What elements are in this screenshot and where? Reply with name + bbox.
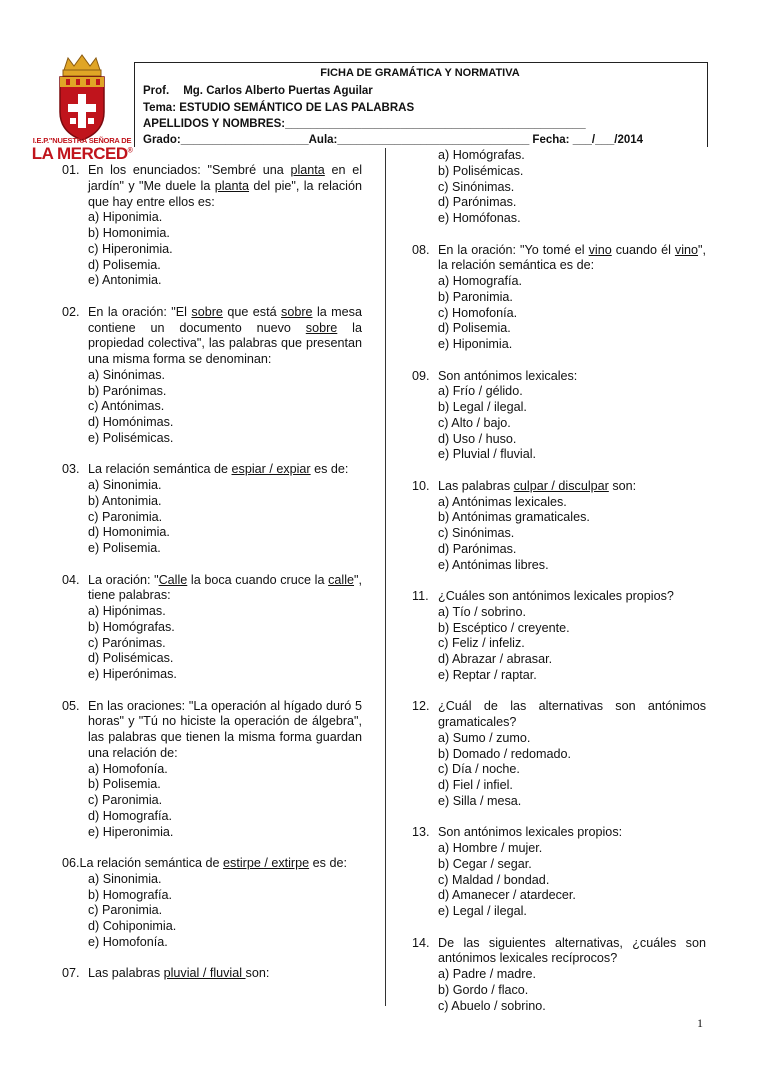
question-text-segment: ", la relación semántica es de:	[438, 242, 706, 273]
question-text-segment: son:	[245, 966, 270, 981]
question-stem	[62, 462, 362, 478]
question-stem	[62, 163, 362, 210]
question-text-segment: La oración: "	[88, 572, 159, 587]
answer-option[interactable]: a) Hiponimia.	[88, 210, 163, 225]
question-text	[88, 163, 362, 210]
question-text-segment: es de:	[310, 462, 349, 477]
question-text-segment: la propiedad colectiva", las palabras que presentan una misma forma se denominan:	[88, 320, 362, 366]
answer-option[interactable]: b) Cegar / segar.	[438, 856, 532, 871]
question-text	[80, 856, 362, 872]
question-number: 09.	[412, 368, 430, 383]
answer-option[interactable]: b) Homografía.	[88, 887, 172, 902]
question-14	[412, 936, 706, 1015]
answer-option[interactable]: e) Pluvial / fluvial.	[438, 447, 536, 462]
answer-option[interactable]: a) Tío / sobrino.	[438, 604, 526, 619]
question-stem	[412, 243, 706, 275]
grade-class-date-field: Grado:____________________Aula:______________________________ Fecha: ___/___/2014	[143, 134, 644, 146]
question-text-segment: la boca cuando cruce la	[187, 572, 329, 587]
question-text-segment: En la oración: "Yo tomé el	[438, 242, 589, 257]
question-number: 14.	[412, 935, 430, 950]
question-08	[412, 243, 706, 353]
answer-option[interactable]: d) Uso / huso.	[438, 431, 517, 446]
underlined-word: Calle	[158, 572, 188, 587]
underlined-word: estirpe / extirpe	[223, 856, 310, 870]
answer-option[interactable]: e) Polisémicas.	[88, 430, 174, 445]
answer-option[interactable]: d) Polisemia.	[88, 257, 161, 272]
question-number: 07.	[62, 966, 80, 981]
question-text-segment: En las oraciones: "La operación al hígado duró 5 horas" y "Tú no hiciste la operación de álgebra", las palabras que tienen la misma forma guardan una relación de:	[88, 698, 362, 760]
question-stem	[412, 825, 706, 841]
answer-option[interactable]: d) Polisémicas.	[88, 651, 174, 666]
question-text	[438, 936, 706, 968]
answer-option[interactable]: d) Polisemia.	[438, 321, 511, 336]
question-text	[88, 573, 362, 605]
underlined-word: vino	[588, 242, 612, 257]
question-text	[438, 369, 706, 385]
question-text-segment: Las palabras	[88, 966, 164, 981]
question-12	[412, 699, 706, 809]
question-13	[412, 825, 706, 920]
answer-option[interactable]: c) Alto / bajo.	[438, 415, 511, 430]
question-text	[438, 699, 706, 731]
answer-option[interactable]: e) Antonimia.	[88, 273, 162, 288]
question-number: 13.	[412, 825, 430, 840]
answer-option[interactable]: c) Homofonía.	[438, 305, 518, 320]
underlined-word: pluvial / fluvial	[163, 966, 246, 981]
question-text-segment: ¿Cuáles son antónimos lexicales propios?	[438, 589, 674, 603]
answer-option[interactable]: e) Hiperonimia.	[88, 824, 174, 839]
answer-option[interactable]: b) Escéptico / creyente.	[438, 620, 570, 635]
question-01	[62, 163, 362, 289]
question-number: 08.	[412, 242, 430, 257]
name-field: APELLIDOS Y NOMBRES:_______________________________________________	[143, 118, 586, 130]
answer-option[interactable]: a) Padre / madre.	[438, 967, 536, 981]
answer-option[interactable]: d) Homonimia.	[88, 525, 170, 540]
answer-option[interactable]: b) Gordo / flaco.	[438, 982, 529, 997]
question-05	[62, 699, 362, 841]
answer-option[interactable]: a) Sinónimas.	[88, 367, 165, 382]
question-text-segment: La relación semántica de	[79, 856, 224, 870]
answer-option[interactable]: b) Legal / ilegal.	[438, 400, 527, 414]
worksheet-title: FICHA DE GRAMÁTICA Y NORMATIVA	[320, 67, 520, 79]
answer-option[interactable]: a) Homógrafas.	[438, 148, 525, 162]
answer-option[interactable]: a) Hombre / mujer.	[438, 841, 543, 855]
question-stem	[62, 699, 362, 762]
question-text-segment: En la oración: "El	[88, 304, 192, 319]
answer-option[interactable]: b) Paronimia.	[438, 289, 513, 304]
answer-option[interactable]: e) Homófonas.	[438, 211, 521, 225]
answer-option[interactable]: a) Sinonimia.	[88, 478, 162, 492]
answer-option[interactable]: e) Reptar / raptar.	[438, 667, 537, 682]
answer-option[interactable]: e) Polisemia.	[88, 541, 161, 555]
school-name-big: LA MERCED®	[31, 144, 133, 163]
answer-option[interactable]: b) Domado / redomado.	[438, 746, 572, 761]
question-text-segment: De las siguientes alternativas, ¿cuáles son antónimos lexicales recíprocos?	[438, 935, 706, 966]
question-stem	[412, 936, 706, 968]
answer-option[interactable]: c) Sinónimas.	[438, 179, 515, 194]
answer-option[interactable]: b) Homógrafas.	[88, 619, 175, 634]
page-number: 1	[697, 1016, 703, 1030]
question-stem	[62, 305, 362, 368]
underlined-word: culpar / disculpar	[513, 478, 609, 493]
question-number: 02.	[62, 304, 80, 319]
answer-option[interactable]: b) Antónimas gramaticales.	[438, 510, 590, 525]
underlined-word: calle	[328, 572, 355, 587]
question-stem	[62, 573, 362, 605]
question-text-segment: ", tiene palabras:	[88, 572, 362, 603]
question-text-segment: En los enunciados: "Sembré una	[88, 163, 291, 177]
answer-option[interactable]: c) Antónimas.	[88, 399, 165, 414]
answer-option[interactable]: d) Homografía.	[88, 808, 172, 823]
question-number: 12.	[412, 699, 430, 714]
answer-option[interactable]: b) Polisémicas.	[438, 163, 524, 178]
answer-option[interactable]: a) Sinonimia.	[88, 871, 162, 886]
answer-option[interactable]: d) Cohiponimia.	[88, 919, 177, 933]
answer-option[interactable]: e) Homofonía.	[88, 934, 168, 949]
question-text-segment: ¿Cuál de las alternativas son antónimos gramaticales?	[438, 699, 706, 729]
answer-option[interactable]: a) Sumo / zumo.	[438, 730, 531, 745]
answer-option[interactable]: e) Antónimas libres.	[438, 557, 549, 572]
question-stem	[412, 369, 706, 385]
answer-option[interactable]: b) Parónimas.	[88, 383, 167, 398]
question-number: 06.	[62, 856, 80, 870]
answer-option[interactable]: c) Abuelo / sobrino.	[438, 998, 546, 1013]
question-text-segment: es de:	[309, 856, 347, 870]
answer-option[interactable]: e) Hiponimia.	[438, 337, 513, 351]
answer-option[interactable]: a) Frío / gélido.	[438, 384, 523, 399]
teacher-line: Prof. Mg. Carlos Alberto Puertas Aguilar	[143, 85, 373, 97]
question-03	[62, 462, 362, 557]
question-06	[62, 856, 362, 951]
answer-option[interactable]: d) Amanecer / atardecer.	[438, 888, 576, 903]
question-text-segment: Las palabras	[438, 478, 514, 493]
answer-option[interactable]: c) Maldad / bondad.	[438, 872, 550, 887]
question-text-segment: son:	[608, 478, 637, 493]
question-text	[438, 825, 706, 841]
answer-option[interactable]: c) Hiperonimia.	[88, 241, 173, 256]
question-text-segment: La relación semántica de	[88, 462, 232, 477]
school-name-small: I.E.P."NUESTRA SEÑORA DE	[32, 136, 132, 145]
left-column	[62, 163, 362, 998]
question-stem	[412, 479, 706, 495]
answer-option[interactable]: e) Hiperónimas.	[88, 667, 177, 681]
question-number: 03.	[62, 462, 80, 477]
answer-option[interactable]: a) Homofonía.	[88, 761, 168, 776]
question-04	[62, 573, 362, 683]
underlined-word: sobre	[191, 304, 223, 319]
question-text-segment: cuando él	[611, 242, 675, 257]
answer-option[interactable]: a) Antónimas lexicales.	[438, 494, 567, 509]
question-text	[438, 589, 706, 605]
answer-option[interactable]: d) Homónimas.	[88, 415, 174, 429]
question-number: 04.	[62, 572, 80, 587]
answer-option[interactable]: c) Paronimia.	[88, 509, 163, 524]
underlined-word: sobre	[281, 304, 313, 319]
answer-option[interactable]: d) Fiel / infiel.	[438, 778, 513, 792]
right-column	[412, 148, 706, 1030]
answer-option[interactable]: c) Paronimia.	[88, 903, 163, 918]
underlined-word: vino	[674, 242, 699, 257]
question-text-segment: Son antónimos lexicales propios:	[438, 825, 623, 840]
question-text-segment: Son antónimos lexicales:	[438, 368, 578, 383]
underlined-word: espiar / expiar	[231, 462, 311, 477]
question-stem	[412, 699, 706, 731]
answer-option[interactable]: c) Sinónimas.	[438, 526, 515, 540]
question-07	[62, 966, 362, 982]
question-11	[412, 589, 706, 684]
answer-option[interactable]: d) Abrazar / abrasar.	[438, 652, 553, 666]
question-text	[88, 462, 362, 478]
answer-option[interactable]: b) Polisemia.	[88, 777, 161, 792]
answer-option[interactable]: c) Feliz / infeliz.	[438, 636, 525, 651]
question-02	[62, 305, 362, 447]
question-number: 01.	[62, 163, 80, 177]
answer-option[interactable]: c) Paronimia.	[88, 793, 163, 807]
answer-option[interactable]: e) Silla / mesa.	[438, 793, 522, 808]
question-stem	[412, 589, 706, 605]
answer-option[interactable]: c) Día / noche.	[438, 762, 520, 777]
underlined-word: sobre	[305, 320, 338, 335]
underlined-word: planta	[290, 163, 325, 177]
question-text	[88, 305, 362, 368]
answer-option[interactable]: b) Homonimia.	[88, 226, 170, 240]
column-divider	[385, 148, 386, 1006]
question-text-segment: la mesa contiene un documento nuevo	[88, 304, 362, 335]
question-07-options	[412, 148, 706, 227]
answer-option[interactable]: a) Hipónimas.	[88, 604, 166, 618]
question-number: 10.	[412, 478, 430, 493]
underlined-word: planta	[214, 178, 250, 193]
question-text	[88, 966, 362, 982]
question-09	[412, 369, 706, 464]
question-number: 11.	[412, 589, 429, 603]
question-text-segment: que está	[222, 304, 282, 319]
question-stem	[62, 966, 362, 982]
question-text	[88, 699, 362, 762]
question-text-segment: en el jardín" y "Me duele la	[88, 163, 362, 193]
question-text-segment: del pie", la relación que hay entre ellos es:	[88, 178, 362, 209]
answer-option[interactable]: c) Parónimas.	[88, 635, 166, 650]
question-stem	[62, 856, 362, 872]
topic-line: Tema: ESTUDIO SEMÁNTICO DE LAS PALABRAS	[143, 102, 415, 114]
answer-option[interactable]: d) Parónimas.	[438, 195, 517, 210]
answer-option[interactable]: a) Homografía.	[438, 274, 522, 288]
answer-option[interactable]: e) Legal / ilegal.	[438, 904, 527, 918]
question-text	[438, 243, 706, 275]
answer-option[interactable]: b) Antonimia.	[88, 493, 162, 508]
answer-option[interactable]: d) Parónimas.	[438, 541, 517, 556]
question-number: 05.	[62, 698, 80, 713]
question-text	[438, 479, 706, 495]
question-10	[412, 479, 706, 574]
